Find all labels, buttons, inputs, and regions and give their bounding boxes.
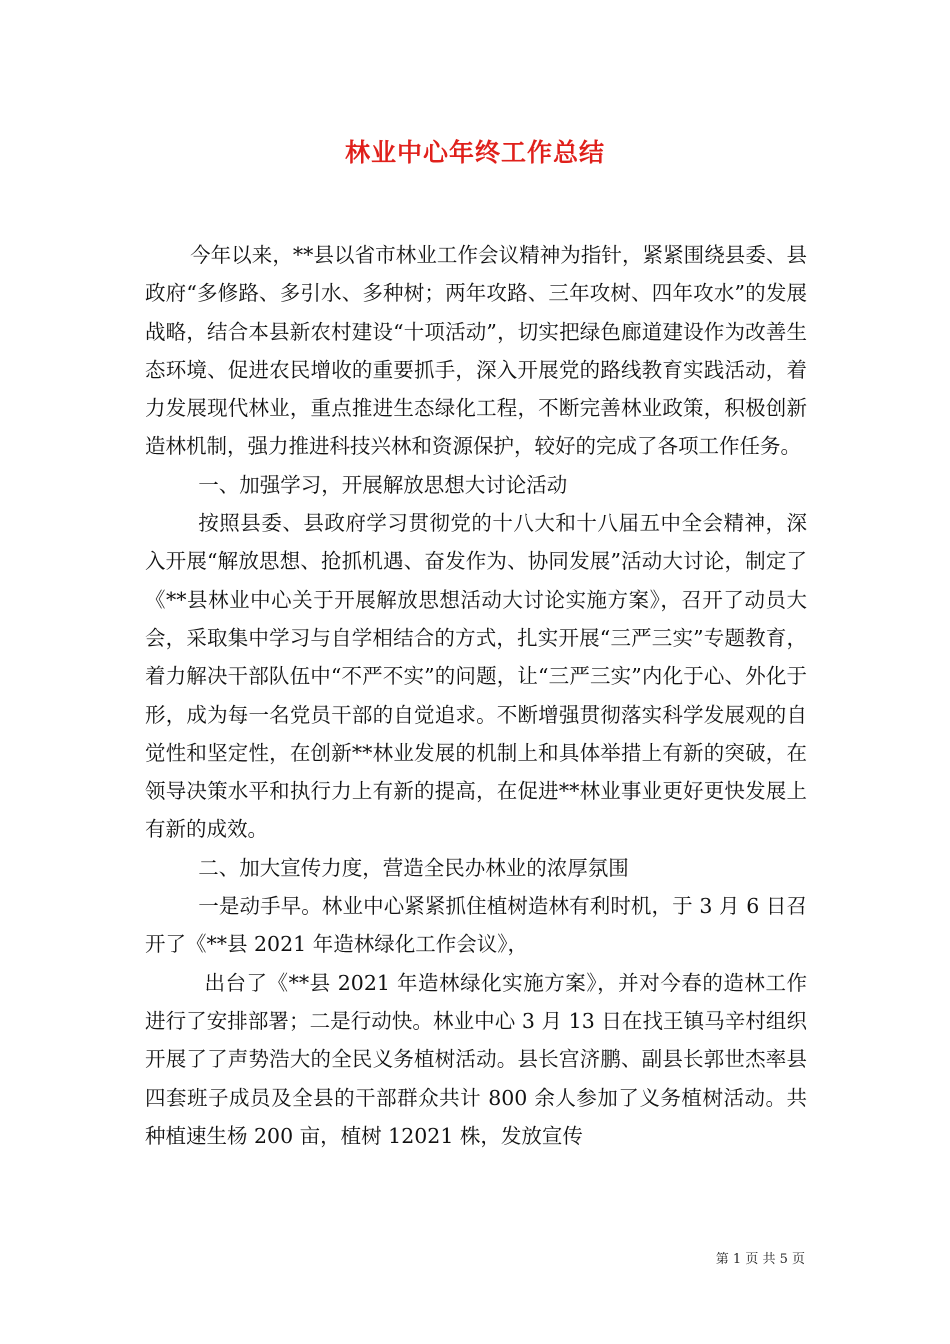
section-1-paragraph: 按照县委、县政府学习贯彻党的十八大和十八届五中全会精神，深入开展“解放思想、抢抓机遇、奋发作为、协同发展”活动大讨论，制定了《**县林业中心关于开展解放思想活动大讨论实施方案》，召开了动员大会，采取集中学习与自学相结合的方式，扎实开展“三严三实”专题教育，着力解决干部队伍中“不严不实”的问题，让“三严三实”内化于心、外化于形，成为每一名党员干部的自觉追求。不断增强贯彻落实科学发展观的自觉性和坚定性，在创新**林业发展的机制上和具体举措上有新的突破，在领导决策水平和执行力上有新的提高，在促进**林业事业更好更快发展上有新的成效。 bbox=[145, 511, 807, 842]
section-heading-2: 二、加大宣传力度，营造全民办林业的浓厚氛围 bbox=[198, 855, 629, 880]
document-title: 林业中心年终工作总结 bbox=[344, 138, 605, 167]
section-2-paragraph-1: 一是动手早。林业中心紧紧抓住植树造林有利时机，于 3 月 6 日召开了《**县 2021 年造林绿化工作会议》， bbox=[145, 894, 807, 957]
page-number-footer: 第 1 页 共 5 页 bbox=[715, 1252, 805, 1267]
section-2-paragraph-2: 出台了《**县 2021 年造林绿化实施方案》，并对今春的造林工作进行了安排部署；二是行动快。林业中心 3 月 13 日在找王镇马辛村组织开展了了声势浩大的全民义务植树活动。县长宫济鹏、副县长郭世杰率县四套班子成员及全县的干部群众共计 800 余人参加了义务植树活动。共种植速生杨 200 亩，植树 12021 株，发放宣传 bbox=[145, 970, 807, 1148]
document-body bbox=[145, 236, 807, 1155]
intro-paragraph: 今年以来，**县以省市林业工作会议精神为指针，紧紧围绕县委、县政府“多修路、多引水、多种树；两年攻路、三年攻树、四年攻水”的发展战略，结合本县新农村建设“十项活动”，切实把绿色廊道建设作为改善生态环境、促进农民增收的重要抓手，深入开展党的路线教育实践活动，着力发展现代林业，重点推进生态绿化工程，不断完善林业政策，积极创新造林机制，强力推进科技兴林和资源保护，较好的完成了各项工作任务。 bbox=[145, 243, 807, 459]
section-heading-1: 一、加强学习，开展解放思想大讨论活动 bbox=[198, 472, 568, 497]
